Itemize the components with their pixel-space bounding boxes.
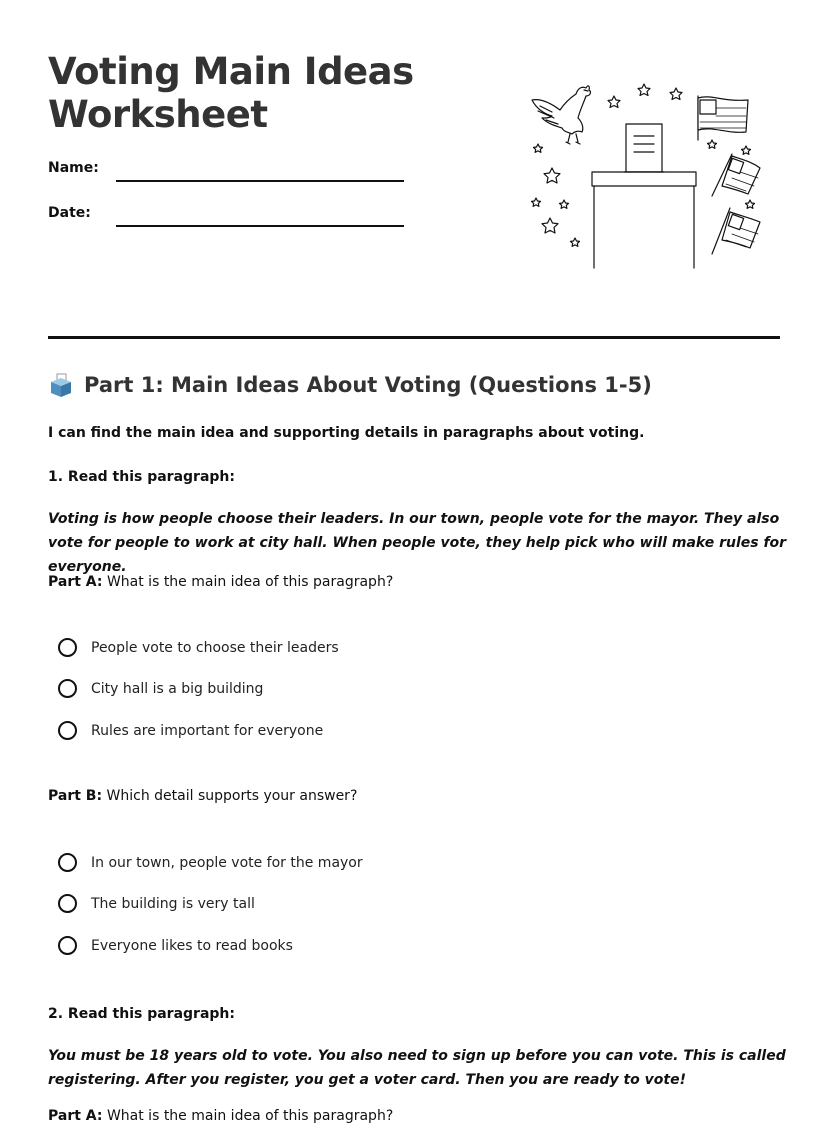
radio-button[interactable] [58, 936, 77, 955]
american-flag-icon [698, 96, 760, 254]
voting-illustration [526, 78, 766, 273]
question-2-part-a [48, 1108, 788, 1124]
q1-part-b-option-1[interactable] [58, 853, 363, 872]
date-field[interactable] [116, 225, 404, 227]
ballot-box-icon [592, 124, 696, 268]
radio-button[interactable] [58, 679, 77, 698]
option-label: Rules are important for everyone [91, 722, 324, 739]
radio-button[interactable] [58, 721, 77, 740]
question-2-passage: You must be 18 years old to vote. You also need to sign up before you can vote. This is called registering. After you register, you get a voter card. Then you are ready to vote! [48, 1048, 786, 1088]
radio-button[interactable] [58, 638, 77, 657]
part-1-heading [48, 372, 652, 398]
question-2-prompt: 2. Read this paragraph: [48, 1006, 235, 1022]
part-a-label: Part A: [48, 1108, 103, 1124]
q1-part-a-option-1[interactable] [58, 638, 339, 657]
name-label: Name: [48, 160, 99, 176]
name-field[interactable] [116, 180, 404, 182]
eagle-icon [532, 86, 590, 144]
section-divider [48, 336, 780, 339]
part-a-label: Part A: [48, 574, 103, 590]
radio-button[interactable] [58, 853, 77, 872]
question-1-prompt: 1. Read this paragraph: [48, 469, 235, 485]
radio-button[interactable] [58, 894, 77, 913]
option-label: City hall is a big building [91, 680, 264, 697]
part-a-question: What is the main idea of this paragraph? [102, 1108, 394, 1124]
option-label: People vote to choose their leaders [91, 639, 339, 656]
title-line-2: Worksheet [48, 93, 268, 136]
option-label: Everyone likes to read books [91, 937, 293, 954]
part-b-question: Which detail supports your answer? [102, 788, 358, 804]
part-b-label: Part B: [48, 788, 103, 804]
q1-part-b-option-2[interactable] [58, 894, 255, 913]
part-a-question: What is the main idea of this paragraph? [102, 574, 394, 590]
question-1-part-a [48, 574, 788, 590]
ballot-box-icon [48, 372, 74, 398]
page-title [48, 50, 468, 136]
part-1-heading-text: Part 1: Main Ideas About Voting (Questions 1-5) [84, 373, 652, 397]
q1-part-b-option-3[interactable] [58, 936, 293, 955]
q1-part-a-option-3[interactable] [58, 721, 323, 740]
title-line-1: Voting Main Ideas [48, 50, 414, 93]
question-1-part-b [48, 788, 788, 804]
q1-part-a-option-2[interactable] [58, 679, 263, 698]
date-label: Date: [48, 205, 91, 221]
option-label: The building is very tall [91, 895, 255, 912]
option-label: In our town, people vote for the mayor [91, 854, 363, 871]
learning-objective: I can find the main idea and supporting details in paragraphs about voting. [48, 425, 645, 441]
question-1-passage: Voting is how people choose their leaders. In our town, people vote for the mayor. They also vote for people to work at city hall. When people vote, they help pick who will make rules for everyone. [48, 511, 787, 575]
